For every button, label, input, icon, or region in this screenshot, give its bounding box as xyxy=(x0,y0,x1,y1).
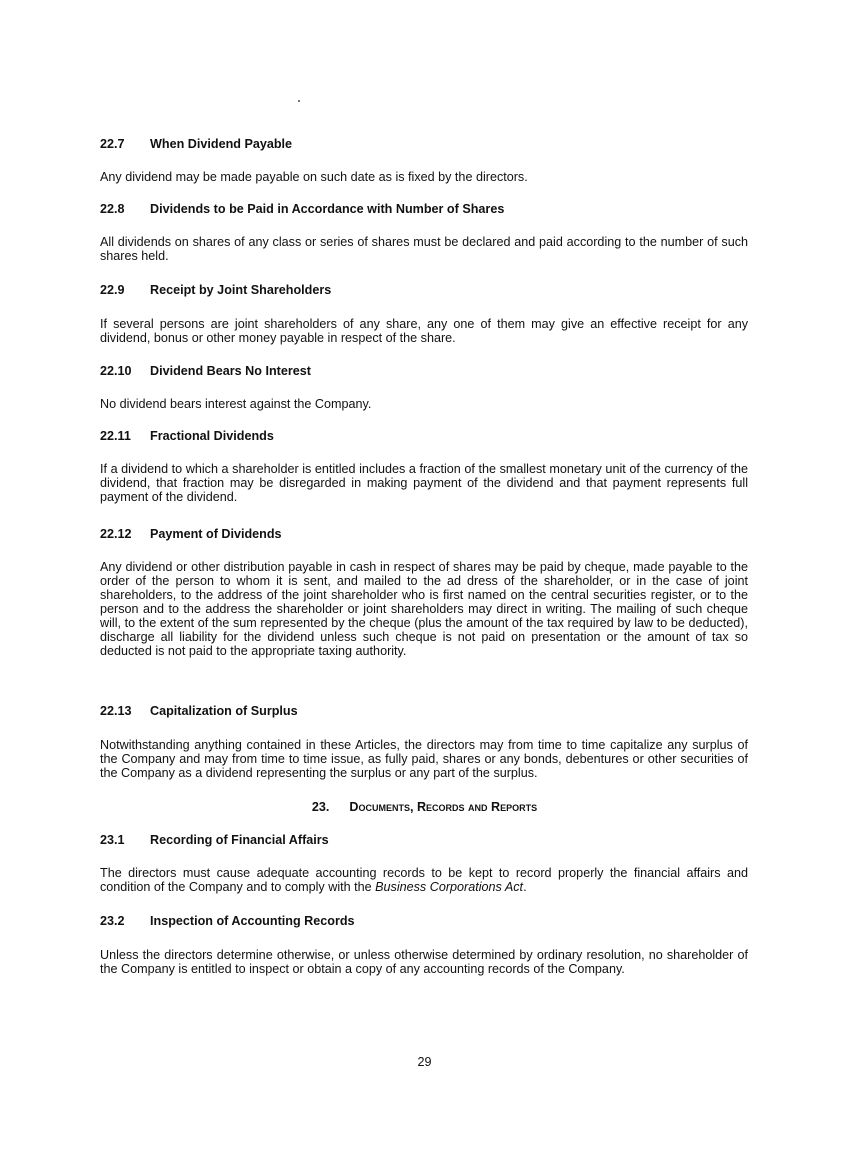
section-number: 22.8 xyxy=(100,202,125,216)
section-title: Capitalization of Surplus xyxy=(150,704,298,718)
page-number: 29 xyxy=(417,1055,432,1069)
section-heading-23-1 xyxy=(100,833,329,848)
section-number: 22.9 xyxy=(100,283,125,297)
section-number: 23.2 xyxy=(100,914,125,928)
section-number: 23.1 xyxy=(100,833,125,847)
section-body-23-1 xyxy=(100,866,748,894)
section-title: Inspection of Accounting Records xyxy=(150,914,355,928)
section-title: Recording of Financial Affairs xyxy=(150,833,329,847)
section-title: Dividends to be Paid in Accordance with Number of Shares xyxy=(150,202,505,216)
section-heading-22-11 xyxy=(100,429,274,444)
stray-mark xyxy=(298,100,300,102)
section-body-22-9: If several persons are joint shareholders of any share, any one of them may give an effective receipt for any dividend, bonus or other money payable in respect of the share. xyxy=(100,317,748,345)
section-heading-22-12 xyxy=(100,527,282,542)
section-title: Receipt by Joint Shareholders xyxy=(150,283,332,297)
article-number: 23. xyxy=(311,800,330,814)
body-text: The directors must cause adequate accounting records to be kept to record properly the financial affairs and condition of the Company and to comply with the xyxy=(100,866,748,894)
article-title: Documents, Records and Reports xyxy=(349,800,538,814)
section-number: 22.10 xyxy=(100,364,132,378)
section-body-22-12: Any dividend or other distribution payable in cash in respect of shares may be paid by cheque, made payable to the order of the person to whom it is sent, and mailed to the ad dress of the shareholder, or in the case of joint shareholders, to the address of the joint shareholder who is first named on the central securities register, or to the person and to the address the shareholder or joint shareholders may direct in writing. The mailing of such cheque will, to the extent of the sum represented by the cheque (plus the amount of the tax required by law to be deducted), discharge all liability for the dividend unless such cheque is not paid on presentation or the amount of tax so deducted is not paid to the appropriate taxing authority. xyxy=(100,560,748,658)
section-number: 22.7 xyxy=(100,137,125,151)
section-title: When Dividend Payable xyxy=(150,137,293,151)
section-body-23-2: Unless the directors determine otherwise, or unless otherwise determined by ordinary resolution, no shareholder of the Company is entitled to inspect or obtain a copy of any accounting records of the Company. xyxy=(100,948,748,976)
section-number: 22.12 xyxy=(100,527,132,541)
section-heading-22-7 xyxy=(100,137,292,152)
section-heading-22-8 xyxy=(100,202,504,217)
section-heading-22-9 xyxy=(100,283,331,298)
act-name: Business Corporations Act xyxy=(375,880,524,894)
article-heading xyxy=(0,800,849,815)
section-body-22-8: All dividends on shares of any class or series of shares must be declared and paid according to the number of such shares held. xyxy=(100,235,748,263)
section-body-22-11: If a dividend to which a shareholder is entitled includes a fraction of the smallest monetary unit of the currency of the dividend, that fraction may be disregarded in making payment of the dividend and that payment represents full payment of the dividend. xyxy=(100,462,748,504)
section-title: Dividend Bears No Interest xyxy=(150,364,311,378)
section-title: Fractional Dividends xyxy=(150,429,274,443)
section-body-22-13: Notwithstanding anything contained in these Articles, the directors may from time to time capitalize any surplus of the Company and may from time to time issue, as fully paid, shares or any bonds, debentures or other securities of the Company as a dividend representing the surplus or any part of the surplus. xyxy=(100,738,748,780)
body-text-end: . xyxy=(523,880,527,894)
section-number: 22.13 xyxy=(100,704,132,718)
section-number: 22.11 xyxy=(100,429,131,443)
section-body-22-10: No dividend bears interest against the Company. xyxy=(100,397,372,411)
section-heading-23-2 xyxy=(100,914,355,929)
section-title: Payment of Dividends xyxy=(150,527,282,541)
section-body-22-7: Any dividend may be made payable on such date as is fixed by the directors. xyxy=(100,170,528,184)
section-heading-22-13 xyxy=(100,704,298,719)
section-heading-22-10 xyxy=(100,364,311,379)
